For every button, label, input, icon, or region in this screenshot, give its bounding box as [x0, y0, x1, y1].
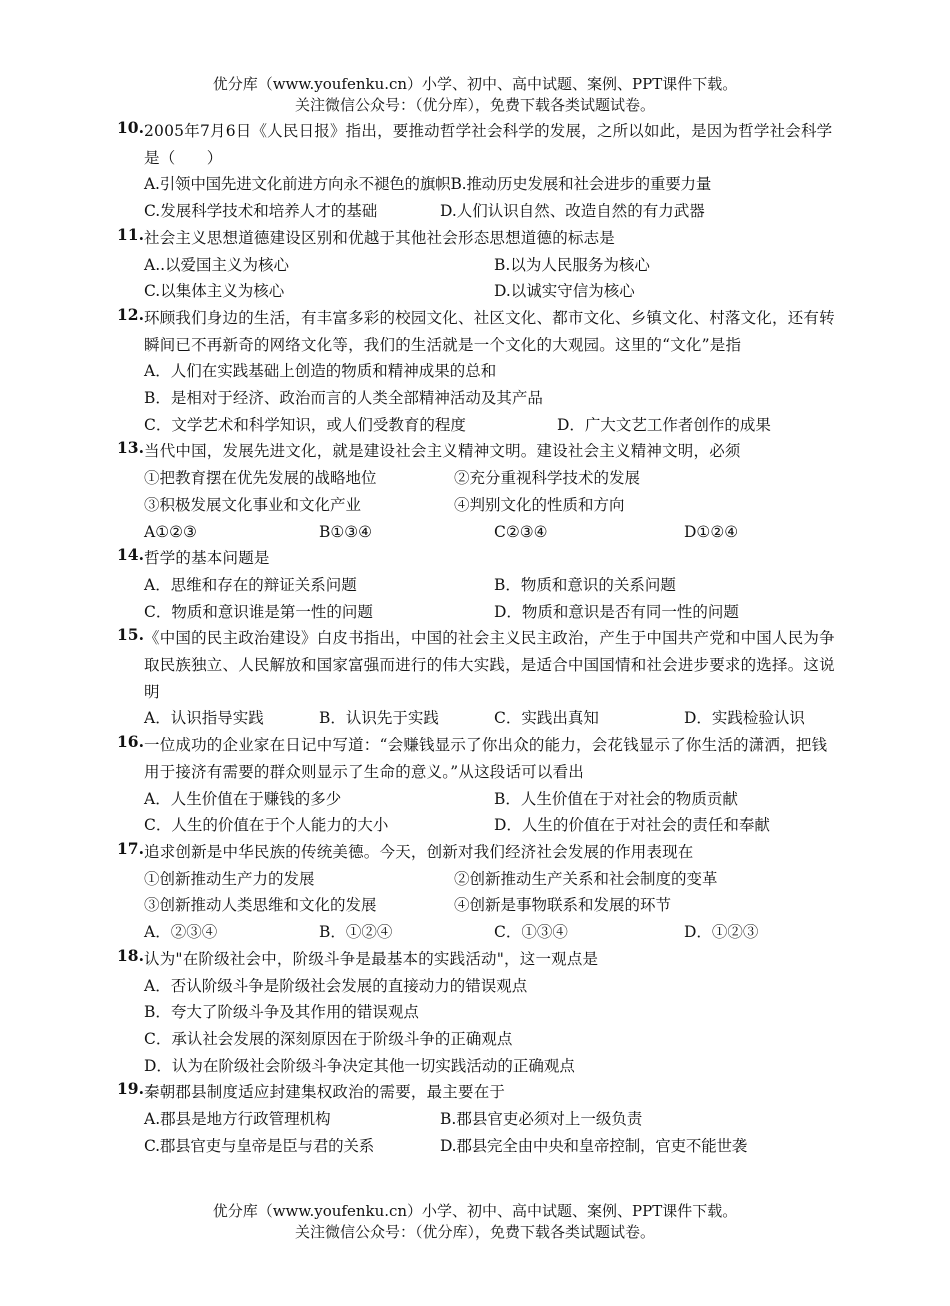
item-row: [144, 465, 837, 492]
option-b: B．认识先于实践: [319, 709, 439, 728]
question-list: [117, 118, 837, 1159]
option-row: [144, 572, 837, 599]
item-row: [144, 866, 837, 893]
question-number: 16.: [117, 732, 144, 752]
option-a: A．否认阶级斗争是阶级社会发展的直接动力的错误观点: [144, 976, 528, 995]
option-d: D．①②③: [684, 923, 759, 942]
question-number: 18.: [117, 945, 144, 965]
option-c: C.发展科学技术和培养人才的基础: [144, 202, 378, 221]
item-3: ③积极发展文化事业和文化产业: [144, 495, 362, 514]
option-a: A.引领中国先进文化前进方向永不褪色的旗帜: [144, 175, 451, 194]
question-15: [117, 625, 837, 732]
option-row: [144, 812, 837, 839]
item-2: ②充分重视科学技术的发展: [454, 469, 641, 488]
question-19: [117, 1079, 837, 1159]
option-c: C.以集体主义为核心: [144, 282, 285, 301]
footer-line-1: 优分库（www.youfenku.cn）小学、初中、高中试题、案例、PPT课件下载。: [212, 1202, 738, 1220]
question-number: 17.: [117, 838, 144, 858]
option-a: A．②③④: [144, 923, 218, 942]
option-c: C．文学艺术和科学知识，或人们受教育的程度: [144, 415, 466, 434]
question-13: [117, 438, 837, 545]
option-c: C．人生的价值在于个人能力的大小: [144, 816, 389, 835]
option-row: [144, 252, 837, 279]
option-a: A．思维和存在的辩证关系问题: [144, 575, 357, 594]
option-b: B．是相对于经济、政治而言的人类全部精神活动及其产品: [144, 389, 543, 408]
item-2: ②创新推动生产关系和社会制度的变革: [454, 869, 718, 888]
option-b: B①③④: [319, 522, 373, 541]
option-row: [144, 599, 837, 626]
option-row: [144, 198, 837, 225]
question-11: [117, 225, 837, 305]
option-row: [144, 705, 837, 732]
option-row: [144, 786, 837, 813]
question-12: [117, 305, 837, 439]
question-number: 12.: [117, 304, 144, 324]
option-row: [144, 171, 837, 198]
header-line-2: 关注微信公众号：（优分库），免费下载各类试题试卷。: [294, 96, 655, 114]
header-line-1: 优分库（www.youfenku.cn）小学、初中、高中试题、案例、PPT课件下载。: [212, 75, 738, 93]
option-d: D.人们认识自然、改造自然的有力武器: [440, 202, 705, 221]
option-d: D．实践检验认识: [684, 709, 805, 728]
option-b: B．物质和意识的关系问题: [494, 575, 676, 594]
option-a: A．人生价值在于赚钱的多少: [144, 789, 342, 808]
option-b: B．夸大了阶级斗争及其作用的错误观点: [144, 1003, 419, 1022]
item-1: ①创新推动生产力的发展: [144, 869, 315, 888]
question-number: 13.: [117, 438, 144, 458]
page-footer: [0, 1201, 950, 1243]
option-b: B．人生价值在于对社会的物质贡献: [494, 789, 738, 808]
page-header: [0, 74, 950, 116]
question-stem: 2005年7月6日《人民日报》指出，要推动哲学社会科学的发展，之所以如此，是因为哲学社会科学是（ ）: [144, 122, 833, 167]
question-stem: 认为"在阶级社会中，阶级斗争是最基本的实践活动"，这一观点是: [144, 949, 599, 968]
option-b: B.郡县官吏必须对上一级负责: [440, 1110, 643, 1129]
option-c: C．实践出真知: [494, 709, 599, 728]
option-row: [144, 519, 837, 546]
question-stem: 哲学的基本问题是: [144, 549, 270, 568]
item-4: ④判别文化的性质和方向: [454, 495, 625, 514]
item-3: ③创新推动人类思维和文化的发展: [144, 896, 377, 915]
question-16: [117, 732, 837, 839]
option-d: D①②④: [684, 522, 739, 541]
option-d: D.以诚实守信为核心: [494, 282, 635, 301]
question-stem: 社会主义思想道德建设区别和优越于其他社会形态思想道德的标志是: [144, 228, 616, 247]
question-18: [117, 946, 837, 1080]
item-4: ④创新是事物联系和发展的环节: [454, 896, 672, 915]
question-stem: 《中国的民主政治建设》白皮书指出，中国的社会主义民主政治，产生于中国共产党和中国人民为争取民族独立、人民解放和国家富强而进行的伟大实践，是适合中国国情和社会进步要求的选择。这说明: [144, 629, 835, 701]
item-1: ①把教育摆在优先发展的战略地位: [144, 469, 377, 488]
option-a: A①②③: [144, 522, 197, 541]
question-stem: 环顾我们身边的生活，有丰富多彩的校园文化、社区文化、都市文化、乡镇文化、村落文化，还有转瞬间已不再新奇的网络文化等，我们的生活就是一个文化的大观园。这里的“文化”是指: [144, 308, 835, 354]
option-a: A．人们在实践基础上创造的物质和精神成果的总和: [144, 362, 497, 381]
option-d: D．认为在阶级社会阶级斗争决定其他一切实践活动的正确观点: [144, 1056, 575, 1075]
question-number: 10.: [117, 118, 144, 137]
question-stem: 当代中国，发展先进文化，就是建设社会主义精神文明。建设社会主义精神文明，必须: [144, 442, 741, 461]
question-stem: 追求创新是中华民族的传统美德。今天，创新对我们经济社会发展的作用表现在: [144, 842, 694, 861]
option-d: D．物质和意识是否有同一性的问题: [494, 602, 739, 621]
question-stem: 秦朝郡县制度适应封建集权政治的需要，最主要在于: [144, 1083, 506, 1102]
option-a: A..以爱国主义为核心: [144, 255, 290, 274]
question-stem: 一位成功的企业家在日记中写道：“会赚钱显示了你出众的能力，会花钱显示了你生活的潇洒，把钱用于接济有需要的群众则显示了生命的意义。”从这段话可以看出: [144, 736, 828, 781]
option-b: B.推动历史发展和社会进步的重要力量: [450, 175, 712, 194]
item-row: [144, 892, 837, 919]
option-b: B．①②④: [319, 923, 393, 942]
question-number: 19.: [117, 1079, 144, 1099]
option-b: B.以为人民服务为核心: [494, 255, 650, 274]
option-row: [144, 1133, 837, 1160]
item-row: [144, 492, 837, 519]
option-row: [144, 919, 837, 946]
question-number: 11.: [117, 224, 144, 244]
option-d: D．人生的价值在于对社会的责任和奉献: [494, 816, 770, 835]
question-10: [117, 118, 837, 225]
option-c: C．①③④: [494, 923, 568, 942]
option-row: [144, 1106, 837, 1133]
question-number: 14.: [117, 545, 144, 565]
option-d: D．广大文艺工作者创作的成果: [557, 415, 771, 434]
option-a: A．认识指导实践: [144, 709, 264, 728]
option-row: [144, 412, 837, 439]
option-c: C．物质和意识谁是第一性的问题: [144, 602, 373, 621]
option-c: C.郡县官吏与皇帝是臣与君的关系: [144, 1136, 375, 1155]
option-c: C．承认社会发展的深刻原因在于阶级斗争的正确观点: [144, 1029, 513, 1048]
option-row: [144, 278, 837, 305]
option-c: C②③④: [494, 522, 548, 541]
question-number: 15.: [117, 625, 144, 645]
question-14: [117, 545, 837, 625]
question-17: [117, 839, 837, 946]
option-d: D.郡县完全由中央和皇帝控制，官吏不能世袭: [440, 1136, 748, 1155]
footer-line-2: 关注微信公众号：（优分库），免费下载各类试题试卷。: [294, 1223, 655, 1241]
option-a: A.郡县是地方行政管理机构: [144, 1110, 331, 1129]
